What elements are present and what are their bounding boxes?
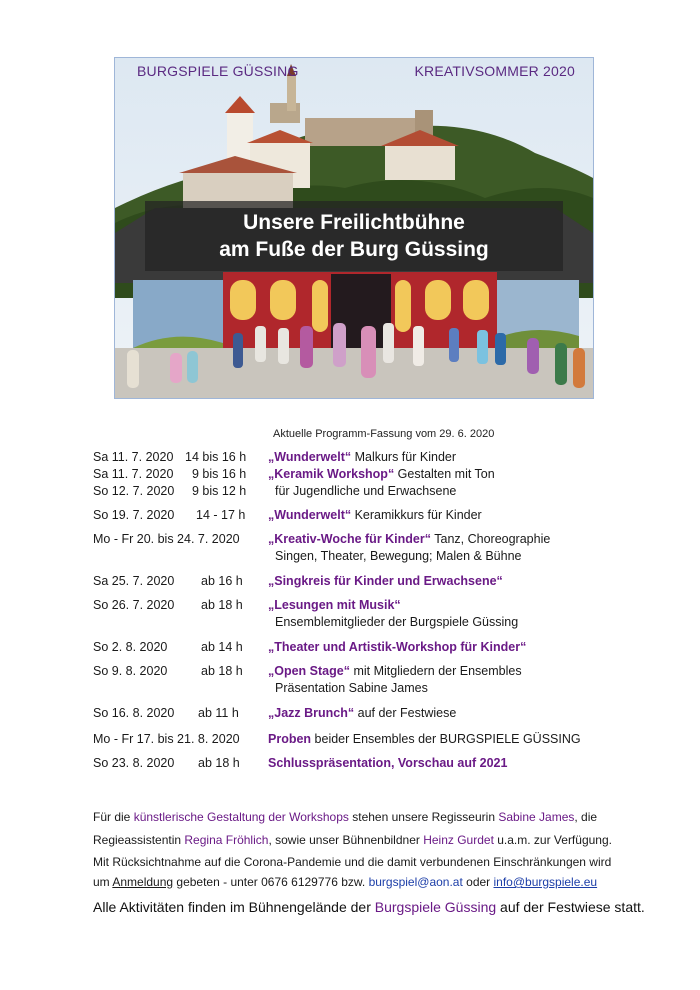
schedule-row [93,530,653,563]
event-sub: Ensemblemitglieder der Burgspiele Güssing [275,615,519,629]
row-time: ab 18 h [201,664,243,678]
row-time: 14 bis 16 h [185,450,247,464]
event-desc: auf der Festwiese [354,706,457,720]
text: gebeten - unter 0676 6129776 bzw. [173,875,369,889]
email-link-burgspiele[interactable]: info@burgspiele.eu [493,875,598,889]
event-title: „Lesungen mit Musik“ [268,598,401,612]
text: Alle Aktivitäten finden im Bühnengelände der [93,899,375,915]
name-regina-froehlich: Regina Fröhlich [184,833,269,847]
name-heinz-gurdet: Heinz Gurdet [423,833,494,847]
schedule-row [93,638,653,656]
row-time: 14 - 17 h [196,508,246,522]
schedule-row [93,448,653,466]
row-date: Sa 11. 7. 2020 [93,450,174,464]
row-time: ab 16 h [201,574,243,588]
banner-line-1: Unsere Freilichtbühne [243,211,465,234]
event-title: Proben [268,732,312,746]
event-desc: Keramikkurs für Kinder [351,508,482,522]
event-title: „Singkreis für Kinder und Erwachsene“ [268,574,503,588]
row-date: So 26. 7. 2020 [93,598,175,612]
event-desc: Tanz, Choreographie [431,532,551,546]
registration-line-1: Mit Rücksichtnahme auf die Corona-Pandemie und die damit verbundenen Einschränkungen wird [93,855,612,869]
row-date: Sa 25. 7. 2020 [93,574,175,588]
schedule-row [93,482,653,500]
event-desc: beider Ensembles der BURGSPIELE GÜSSING [311,732,581,746]
event-sub: Singen, Theater, Bewegung; Malen & Bühne [275,549,522,563]
event-desc: Malkurs für Kinder [351,450,457,464]
row-date: So 16. 8. 2020 [93,706,175,720]
row-time: ab 11 h [198,706,239,720]
header-kreativsommer: KREATIVSOMMER 2020 [414,63,575,79]
text: oder [462,875,494,889]
text: , sowie unser Bühnenbildner [268,833,424,847]
row-time: ab 18 h [201,598,243,612]
registration-line-2 [93,872,611,892]
event-desc: mit Mitgliedern der Ensembles [349,664,522,678]
schedule-row [93,465,653,483]
row-date: So 12. 7. 2020 [93,484,175,498]
highlight-burgspiele: Burgspiele Güssing [374,899,497,915]
row-date: So 19. 7. 2020 [93,508,175,522]
row-date: Mo - Fr 20. bis 24. 7. 2020 [93,532,240,546]
row-time: ab 14 h [201,640,243,654]
event-desc: für Jugendliche und Erwachsene [275,484,457,498]
registration-info [93,852,611,892]
event-title: „Jazz Brunch“ [268,706,355,720]
schedule-row [93,754,653,772]
text: , die [574,810,598,824]
hero-image [114,57,594,399]
schedule-row [93,506,653,524]
hero-banner [145,201,563,271]
anmeldung-text: Anmeldung [112,875,174,889]
row-time: 9 bis 12 h [192,484,247,498]
schedule-row [93,704,653,722]
row-date: So 23. 8. 2020 [93,756,175,770]
credits-line-1 [93,807,612,827]
event-title: „Open Stage“ [268,664,350,678]
credits-line-2 [93,830,612,850]
schedule-row [93,572,653,590]
text: Für die [93,810,134,824]
highlight-gestaltung: künstlerische Gestaltung der Workshops [133,810,349,824]
schedule-row [93,596,653,629]
event-title: „Wunderwelt“ [268,450,352,464]
name-sabine-james: Sabine James [498,810,575,824]
text: auf der Festwiese statt. [496,899,645,915]
text: u.a.m. zur Verfügung. [493,833,612,847]
row-time: 9 bis 16 h [192,467,247,481]
event-title: „Wunderwelt“ [268,508,352,522]
event-title: „Keramik Workshop“ [268,467,395,481]
schedule-row [93,730,653,748]
text: Regieassistentin [93,833,185,847]
row-date: So 9. 8. 2020 [93,664,168,678]
row-date: So 2. 8. 2020 [93,640,168,654]
event-sub: Präsentation Sabine James [275,681,428,695]
header-burgspiele: BURGSPIELE GÜSSING [137,63,299,79]
event-title: „Kreativ-Woche für Kinder“ [268,532,431,546]
event-title: Schlusspräsentation, Vorschau auf 2021 [268,756,508,770]
event-title: „Theater und Artistik-Workshop für Kinder“ [268,640,527,654]
banner-line-2: am Fuße der Burg Güssing [219,238,489,261]
text: um [93,875,113,889]
final-statement [93,899,645,915]
row-time: ab 18 h [198,756,240,770]
schedule-row [93,662,653,695]
email-link-aon[interactable]: burgspiel@aon.at [368,875,463,889]
workshop-credits [93,807,612,850]
event-desc: Gestalten mit Ton [394,467,495,481]
row-date: Sa 11. 7. 2020 [93,467,174,481]
program-version-date: Aktuelle Programm-Fassung vom 29. 6. 2020 [273,428,495,440]
text: stehen unsere Regisseurin [348,810,499,824]
row-date: Mo - Fr 17. bis 21. 8. 2020 [93,732,240,746]
